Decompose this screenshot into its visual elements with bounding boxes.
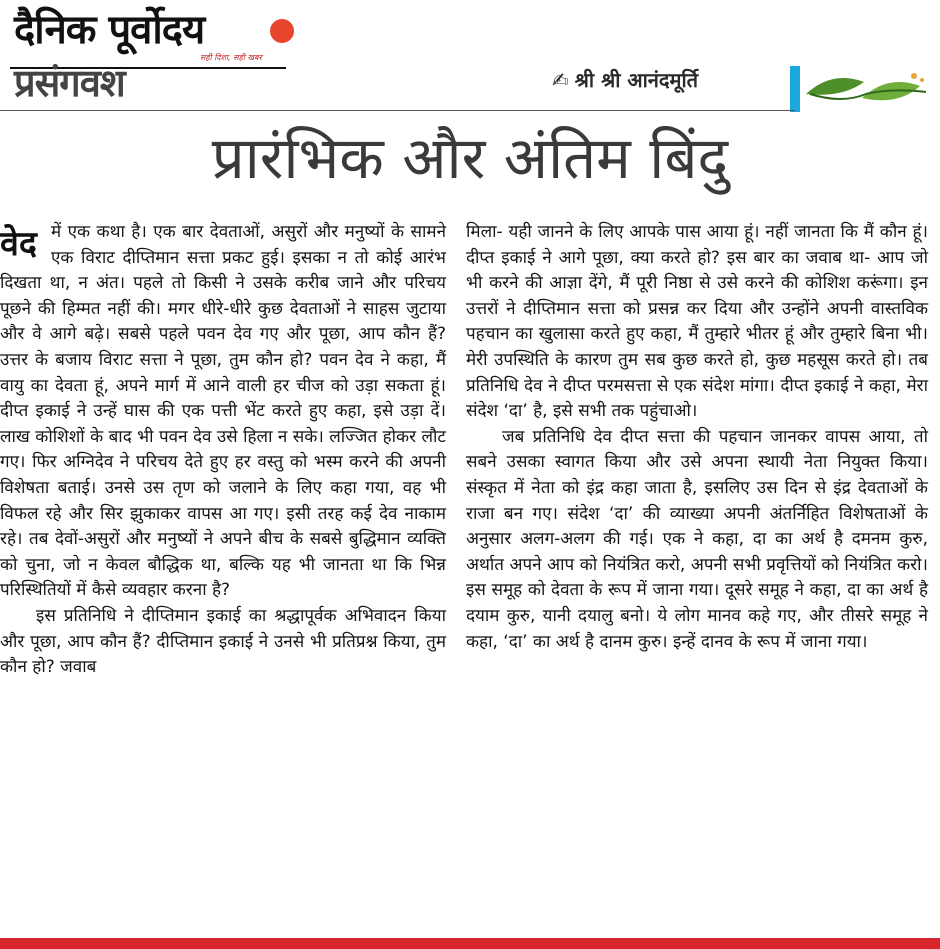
pen-icon: ✍: [552, 68, 569, 92]
author-name: श्री श्री आनंदमूर्ति: [574, 68, 699, 92]
section-label: प्रसंगवश: [14, 61, 125, 105]
article-dropcap: वेद: [0, 224, 37, 264]
article-column-left: [0, 220, 446, 681]
paragraph: मिला- यही जानने के लिए आपके पास आया हूं। नहीं जानता कि मैं कौन हूं। दीप्त इकाई ने आगे पूछा, क्या करते हो? इस बार का जवाब था- आप जो भी करने की आज्ञा देंगे, मैं पूरी निष्ठा से उसे करने की कोशिश करूंगा। इन उत्तरों ने दीप्तिमान सत्ता को प्रसन्न कर दिया और उन्होंने अपनी वास्तविक पहचान का खुलासा करते हुए कहा, मैं तुम्हारे भीतर हूं और तुम्हारे बिना भी। मेरी उपस्थिति के कारण तुम सब कुछ करते हो, कुछ महसूस करते हो। तब प्रतिनिधि देव ने दीप्त परमसत्ता से एक संदेश मांगा। दीप्त इकाई ने कहा, मेरा संदेश ‘दा’ है, इसे सभी तक पहुंचाओ।: [466, 222, 928, 422]
brand-logo: दैनिक पूर्वोदय: [14, 7, 205, 53]
article-column-right: [466, 220, 928, 655]
accent-bar: [790, 66, 800, 112]
brand-tagline: सही दिशा, सही खबर: [200, 53, 262, 62]
paragraph: में एक कथा है। एक बार देवताओं, असुरों और मनुष्यों के सामने एक विराट दीप्तिमान सत्ता प्रकट हुई। इसका न तो कोई आरंभ दिखता था, न अंत। पहले तो किसी ने उसके करीब जाने और परिचय पूछने की हिम्मत नहीं की। मगर धीरे-धीरे कुछ देवताओं ने साहस जुटाया और वे आगे बढ़े। सबसे पहले पवन देव गए और पूछा, आप कौन हैं? उत्तर के बजाय विराट सत्ता ने पूछा, तुम कौन हो? पवन देव ने कहा, मैं वायु का देवता हूं, अपने मार्ग में आने वाली हर चीज को उड़ा सकता हूं। दीप्त इकाई ने उन्हें घास की एक पत्ती भेंट करते हुए कहा, इसे उड़ा दें। लाख कोशिशों के बाद भी पवन देव उसे हिला न सके। लज्जित होकर लौट गए। फिर अग्निदेव ने परिचय देते हुए हर वस्तु को भस्म करने की अपनी विशेषता बताई। उनसे उस तृण को जलाने के लिए कहा गया, वह भी विफल रहे और सिर झुकाकर वापस आ गए। इसी तरह कई देव नाकाम रहे। तब देवों-असुरों और मनुष्यों ने अपने बीच के सबसे बुद्धिमान व्यक्ति को चुना, जो न केवल बौद्धिक था, बल्कि यह भी जानता था कि भिन्न परिस्थितियों में कैसे व्यवहार करना है?: [0, 222, 446, 601]
header-rule: [0, 110, 795, 111]
paragraph: इस प्रतिनिधि ने दीप्तिमान इकाई का श्रद्धापूर्वक अभिवादन किया और पूछा, आप कौन हैं? दीप्तिमान इकाई ने उनसे भी प्रतिप्रश्न किया, तुम कौन हो? जवाब: [0, 605, 446, 678]
footer-bar: [0, 938, 940, 949]
byline: [552, 66, 698, 93]
masthead: [14, 7, 262, 62]
leaves-icon: [802, 64, 932, 112]
article-headline: प्रारंभिक और अंतिम बिंदु: [211, 124, 729, 192]
paragraph: जब प्रतिनिधि देव दीप्त सत्ता की पहचान जानकर वापस आया, तो सबने उसका स्वागत किया और उसे अपना स्थायी नेता नियुक्त किया। संस्कृत में नेता को इंद्र कहा जाता है, इसलिए उस दिन से इंद्र देवताओं के राजा बन गए। संदेश ‘दा’ की व्याख्या अपनी अंतर्निहित विशेषताओं के अनुसार अलग-अलग की गई। एक ने कहा, दा का अर्थ है दमनम कुरु, अर्थात अपने आप को नियंत्रित करो, अपनी सभी प्रवृत्तियों को नियंत्रित करो। इस समूह को देवता के रूप में जाना गया। दूसरे समूह ने कहा, दा का अर्थ है दयाम कुरु, यानी दयालु बनो। ये लोग मानव कहे गए, और तीसरे समूह ने कहा, ‘दा’ का अर्थ है दानम कुरु। इन्हें दानव के रूप में जाना गया।: [466, 426, 928, 652]
brand-dot-icon: [270, 19, 294, 43]
